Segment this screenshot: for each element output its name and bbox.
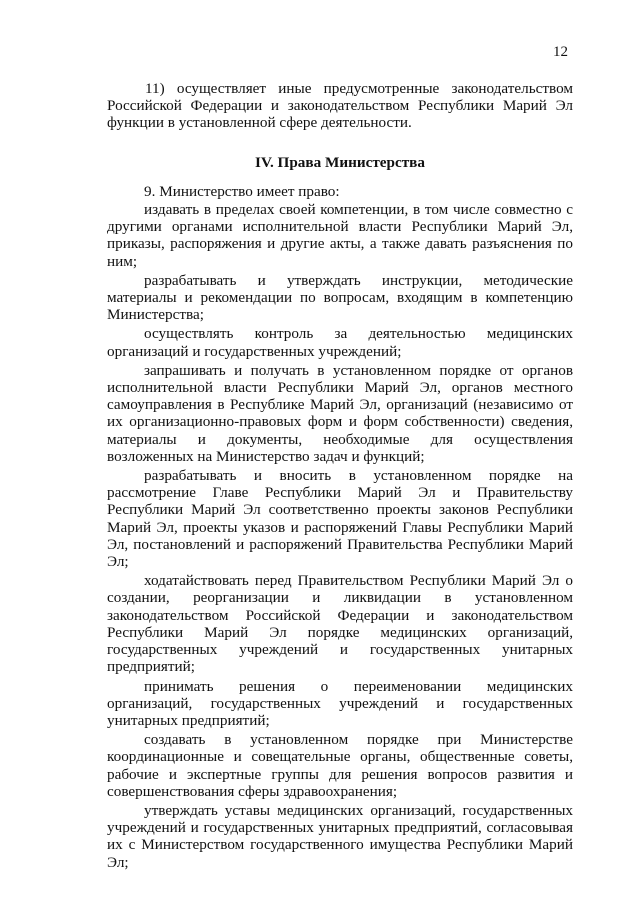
right-item-3: осуществлять контроль за деятельностью медицинских организаций и государственных учреждений; [107,325,573,360]
right-item-9: утверждать уставы медицинских организаций, государственных учреждений и государственных унитарных предприятий, согласовывая их с Министерством государственного имущества Республики Марий Эл; [107,801,573,871]
right-item-4: запрашивать и получать в установленном порядке от органов исполнительной власти Республики Марий Эл, органов местного самоуправления в Республике Марий Эл, организаций (независимо от их организационно-правовых форм и форм собственности) сведения, материалы и документы, необходимые для осуществления возложенных на Министерство задач и функций; [107,361,573,465]
right-item-6: ходатайствовать перед Правительством Республики Марий Эл о создании, реорганизации и ликвидации в установленном законодательством Российской Федерации и законодательством Республики Марий Эл порядке медицинских организаций, государственных учреждений и государственных унитарных предприятий; [107,572,573,676]
right-item-8: создавать в установленном порядке при Министерстве координационные и совещательные органы, общественные советы, рабочие и экспертные группы для решения вопросов развития и совершенствования сферы здравоохранения; [107,731,573,800]
page-number: 12 [553,44,568,60]
right-item-5: разрабатывать и вносить в установленном порядке на рассмотрение Главе Республики Марий Эл и Правительству Республики Марий Эл соответственно проекты законов Республики Марий Эл, проекты указов и распоряжений Главы Республики Марий Эл, постановлений и распоряжений Правительства Республики Марий Эл; [107,467,573,571]
intro-paragraph: 11) осуществляет иные предусмотренные законодательством Российской Федерации и законодательством Республики Марий Эл функции в установленной сфере деятельности. [107,80,573,132]
right-item-1: издавать в пределах своей компетенции, в том числе совместно с другими органами исполнительной власти Республики Марий Эл, приказы, распоряжения и другие акты, а также давать разъяснения по ним; [107,201,573,270]
clause-intro: 9. Министерство имеет право: [144,182,340,200]
right-item-2: разрабатывать и утверждать инструкции, методические материалы и рекомендации по вопросам, входящим в компетенцию Министерства; [107,271,573,324]
document-body [107,80,573,873]
section-heading: IV. Права Министерства [255,153,425,171]
right-item-7: принимать решения о переименовании медицинских организаций, государственных учреждений и государственных унитарных предприятий; [107,677,573,729]
